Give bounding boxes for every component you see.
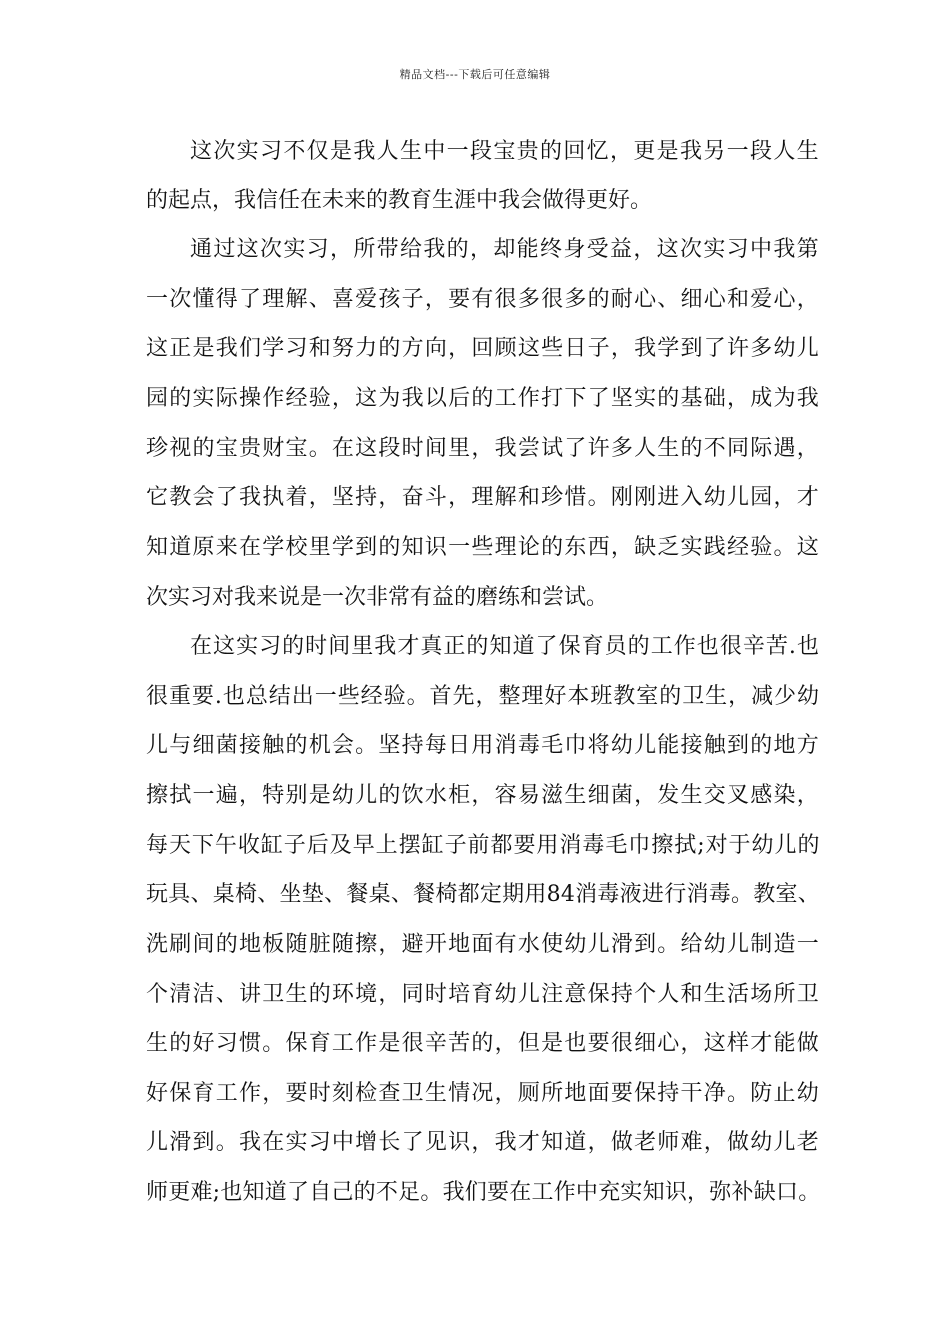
- text-line: 一次懂得了理解、喜爱孩子，要有很多很多的耐心、细心和爱心，: [146, 287, 821, 312]
- text-line: 很重要.也总结出一些经验。首先，整理好本班教室的卫生，减少幼: [146, 684, 820, 709]
- text-line: 的起点，我信任在未来的教育生涯中我会做得更好。: [146, 188, 653, 213]
- text-line: 知道原来在学校里学到的知识一些理论的东西，缺乏实践经验。这: [146, 535, 821, 560]
- page-header: 精品文档---下载后可任意编辑: [399, 68, 551, 81]
- text-line: 洗刷间的地板随脏随擦，避开地面有水使幼儿滑到。给幼儿制造一: [146, 932, 821, 957]
- text-line: 通过这次实习，所带给我的，却能终身受益，这次实习中我第: [190, 237, 821, 262]
- text-line: 在这实习的时间里我才真正的知道了保育员的工作也很辛苦.也: [190, 634, 820, 659]
- text-line: 每天下午收缸子后及早上摆缸子前都要用消毒毛巾擦拭;对于幼儿的: [146, 833, 821, 858]
- text-line: 这正是我们学习和努力的方向，回顾这些日子，我学到了许多幼儿: [146, 336, 821, 361]
- text-line: 儿与细菌接触的机会。坚持每日用消毒毛巾将幼儿能接触到的地方: [146, 733, 821, 758]
- text-line: 园的实际操作经验，这为我以后的工作打下了坚实的基础，成为我: [146, 386, 821, 411]
- text-line: 玩具、桌椅、坐垫、餐桌、餐椅都定期用84消毒液进行消毒。教室、: [146, 882, 820, 907]
- text-line: 好保育工作，要时刻检查卫生情况，厕所地面要保持干净。防止幼: [146, 1081, 821, 1106]
- text-line: 擦拭一遍，特别是幼儿的饮水柜，容易滋生细菌，发生交叉感染，: [146, 783, 821, 808]
- text-line: 个清洁、讲卫生的环境，同时培育幼儿注意保持个人和生活场所卫: [146, 982, 821, 1007]
- text-line: 次实习对我来说是一次非常有益的磨练和尝试。: [146, 585, 609, 610]
- text-line: 珍视的宝贵财宝。在这段时间里，我尝试了许多人生的不同际遇，: [146, 436, 821, 461]
- text-line: 儿滑到。我在实习中增长了见识，我才知道，做老师难，做幼儿老: [146, 1130, 821, 1155]
- text-line: 这次实习不仅是我人生中一段宝贵的回忆，更是我另一段人生: [190, 139, 821, 164]
- text-line: 它教会了我执着，坚持，奋斗，理解和珍惜。刚刚进入幼儿园，才: [146, 485, 821, 510]
- text-line: 师更难;也知道了自己的不足。我们要在工作中充实知识，弥补缺口。: [146, 1180, 821, 1205]
- text-line: 生的好习惯。保育工作是很辛苦的，但是也要很细心，这样才能做: [146, 1031, 821, 1056]
